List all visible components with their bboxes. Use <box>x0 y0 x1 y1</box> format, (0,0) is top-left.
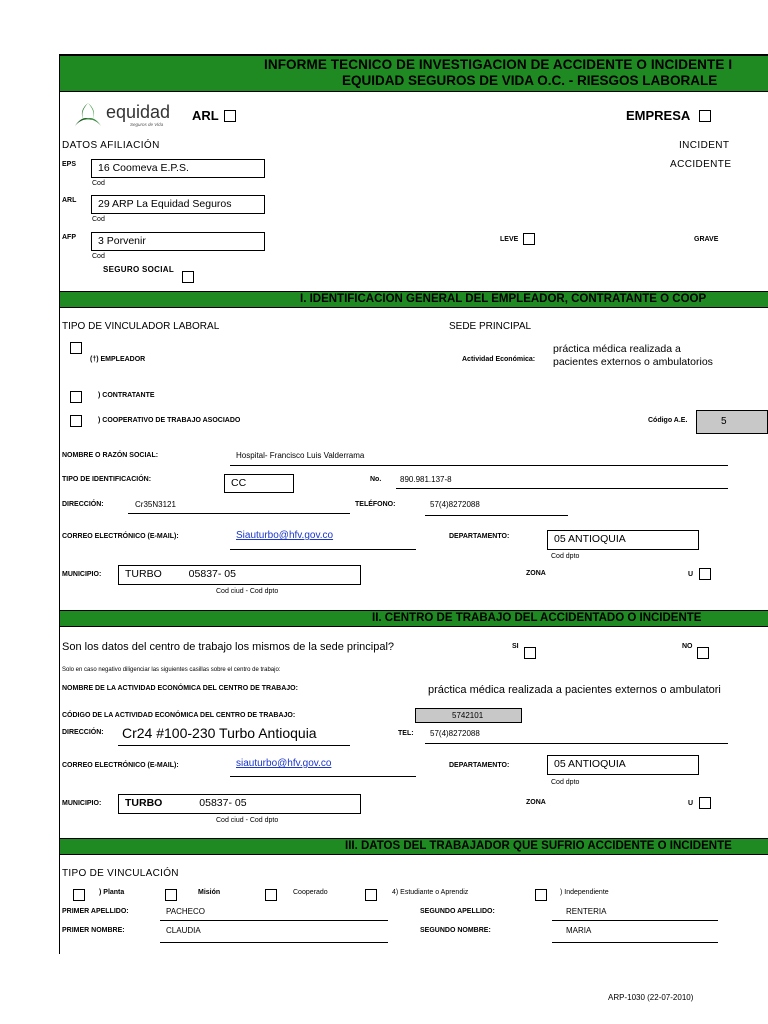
direccion-underline <box>128 513 350 514</box>
cod-dpto-caption: Cod dpto <box>551 553 580 560</box>
ct-municipio-label: MUNICIPIO: <box>62 800 102 807</box>
contratante-checkbox[interactable] <box>70 391 82 403</box>
zona-u-checkbox[interactable] <box>699 568 711 580</box>
ct-municipio-code: 05837- 05 <box>199 797 247 809</box>
segundo-apellido-value[interactable]: RENTERIA <box>566 907 607 916</box>
equidad-logo <box>72 100 182 132</box>
contratante-label: ) CONTRATANTE <box>98 392 155 399</box>
cooperativo-label: ) COOPERATIVO DE TRABAJO ASOCIADO <box>98 417 241 424</box>
eps-field[interactable]: 16 Coomeva E.P.S. <box>91 159 265 178</box>
telefono-underline <box>425 515 568 516</box>
afp-cod-caption: Cod <box>92 253 105 260</box>
planta-checkbox[interactable] <box>73 889 85 901</box>
estudiante-label: 4) Estudiante o Aprendiz <box>392 889 469 896</box>
codigo-ae-field[interactable]: 5 <box>696 410 768 434</box>
arl-field[interactable]: 29 ARP La Equidad Seguros <box>91 195 265 214</box>
form-code: ARP-1030 (22-07-2010) <box>608 993 694 1002</box>
ct-direccion-label: DIRECCIÓN: <box>62 729 104 736</box>
telefono-label: TELÉFONO: <box>355 501 396 508</box>
mision-label: Misión <box>198 889 221 896</box>
ct-actividad-label: NOMBRE DE LA ACTIVIDAD ECONÓMICA DEL CENTRO DE TRABAJO: <box>62 685 298 692</box>
arl-header-label: ARL <box>192 108 219 123</box>
ct-correo-label: CORREO ELECTRÓNICO (E-MAIL): <box>62 762 179 769</box>
leve-label: LEVE <box>500 236 519 243</box>
ct-direccion-value[interactable]: Cr24 #100-230 Turbo Antioquia <box>122 725 317 741</box>
segundo-apellido-underline <box>552 920 718 921</box>
ct-codigo-field[interactable]: 5742101 <box>415 708 522 723</box>
equidad-logo-icon <box>72 100 104 132</box>
ct-cod-ciud-caption: Cod ciud - Cod dpto <box>216 817 279 824</box>
si-checkbox[interactable] <box>524 647 536 659</box>
cooperado-checkbox[interactable] <box>265 889 277 901</box>
municipio-label: MUNICIPIO: <box>62 571 102 578</box>
tipo-id-field[interactable]: CC <box>224 474 294 493</box>
ct-departamento-field[interactable]: 05 ANTIOQUIA <box>547 755 699 775</box>
ct-zona-u-label: U <box>688 800 694 807</box>
estudiante-checkbox[interactable] <box>365 889 377 901</box>
grave-label: GRAVE <box>694 236 719 243</box>
id-number-label: No. <box>370 476 382 483</box>
segundo-apellido-label: SEGUNDO APELLIDO: <box>420 908 495 915</box>
empleador-checkbox[interactable] <box>70 342 82 354</box>
planta-label: ) Planta <box>99 889 125 896</box>
no-label: NO <box>682 643 693 650</box>
ct-municipio-name: TURBO <box>125 797 163 809</box>
mision-checkbox[interactable] <box>165 889 177 901</box>
ct-tel-value[interactable]: 57(4)8272088 <box>430 729 480 738</box>
municipio-name: TURBO <box>125 568 162 580</box>
eps-label: EPS <box>62 161 77 168</box>
section-2-title: II. CENTRO DE TRABAJO DEL ACCIDENTADO O INCIDENTE <box>372 612 702 624</box>
form-title-bar <box>60 55 768 92</box>
negative-note: Solo en caso negativo diligenciar las siguientes casillas sobre el centro de trabajo: <box>62 667 281 673</box>
tipo-id-label: TIPO DE IDENTIFICACIÓN: <box>62 476 152 483</box>
independiente-checkbox[interactable] <box>535 889 547 901</box>
logo-tagline: Seguros de Vida <box>130 122 164 127</box>
ct-cod-dpto-caption: Cod dpto <box>551 779 580 786</box>
primer-apellido-value[interactable]: PACHECO <box>166 907 205 916</box>
ct-zona-u-checkbox[interactable] <box>699 797 711 809</box>
accidente-label: ACCIDENTE <box>670 159 732 170</box>
empresa-checkbox[interactable] <box>699 110 711 122</box>
tipo-vinculador-heading: TIPO DE VINCULADOR LABORAL <box>62 321 220 332</box>
zona-u-label: U <box>688 571 694 578</box>
segundo-nombre-label: SEGUNDO NOMBRE: <box>420 927 491 934</box>
direccion-label: DIRECCIÓN: <box>62 501 104 508</box>
ct-tel-underline <box>425 743 728 744</box>
ct-correo-underline <box>230 776 416 777</box>
ct-departamento-label: DEPARTAMENTO: <box>449 762 510 769</box>
ct-tel-label: TEL: <box>398 730 414 737</box>
razon-social-value[interactable]: Hospital- Francisco Luis Valderrama <box>236 451 365 460</box>
same-data-question: Son los datos del centro de trabajo los mismos de la sede principal? <box>62 641 395 653</box>
primer-nombre-underline <box>160 942 388 943</box>
section-3-header <box>60 838 768 855</box>
telefono-value[interactable]: 57(4)8272088 <box>430 500 480 509</box>
logo-wordmark: equidad <box>106 102 171 122</box>
ct-direccion-underline <box>118 745 350 746</box>
primer-nombre-value[interactable]: CLAUDIA <box>166 926 201 935</box>
arl-checkbox[interactable] <box>224 110 236 122</box>
ct-zona-label: ZONA <box>526 799 546 806</box>
codigo-ae-label: Código A.E. <box>648 417 688 424</box>
eps-cod-caption: Cod <box>92 180 105 187</box>
id-number-underline <box>396 488 728 489</box>
correo-underline <box>230 549 416 550</box>
si-label: SI <box>512 643 519 650</box>
cooperativo-checkbox[interactable] <box>70 415 82 427</box>
leve-checkbox[interactable] <box>523 233 535 245</box>
cooperado-label: Cooperado <box>293 889 328 896</box>
departamento-field[interactable]: 05 ANTIOQUIA <box>547 530 699 550</box>
section-1-header <box>60 291 768 308</box>
empresa-header-label: EMPRESA <box>626 108 691 123</box>
datos-afiliacion-heading: DATOS AFILIACIÓN <box>62 140 160 151</box>
incidente-label: INCIDENT <box>679 140 730 151</box>
independiente-label: ) Independiente <box>560 889 609 896</box>
seguro-social-label: SEGURO SOCIAL <box>103 265 175 274</box>
arl-label: ARL <box>62 197 77 204</box>
no-checkbox[interactable] <box>697 647 709 659</box>
afp-field[interactable]: 3 Porvenir <box>91 232 265 251</box>
ct-correo-link[interactable]: siauturbo@hfv.gov.co <box>236 758 332 769</box>
section-1-title: I. IDENTIFICACION GENERAL DEL EMPLEADOR, CONTRATANTE O COOP <box>300 293 707 305</box>
ct-municipio-field[interactable] <box>118 794 361 814</box>
empleador-label: (†) EMPLEADOR <box>90 356 146 363</box>
seguro-social-checkbox[interactable] <box>182 271 194 283</box>
section-3-title: III. DATOS DEL TRABAJADOR QUE SUFRIO ACCIDENTE O INCIDENTE <box>345 840 732 852</box>
cod-ciud-caption: Cod ciud - Cod dpto <box>216 588 279 595</box>
form-title-line2: EQUIDAD SEGUROS DE VIDA O.C. - RIESGOS LABORALE <box>342 73 718 88</box>
primer-apellido-label: PRIMER APELLIDO: <box>62 908 129 915</box>
municipio-code: 05837- 05 <box>188 568 236 580</box>
segundo-nombre-value[interactable]: MARIA <box>566 926 592 935</box>
segundo-nombre-underline <box>552 942 718 943</box>
afp-label: AFP <box>62 234 76 241</box>
sede-principal-heading: SEDE PRINCIPAL <box>449 321 532 332</box>
id-number-value[interactable]: 890.981.137-8 <box>400 475 452 484</box>
correo-label: CORREO ELECTRÓNICO (E-MAIL): <box>62 533 179 540</box>
actividad-economica-value: práctica médica realizada a pacientes externos o ambulatorios <box>553 343 713 368</box>
actividad-economica-label: Actividad Económica: <box>462 356 536 363</box>
ct-codigo-label: CÓDIGO DE LA ACTIVIDAD ECONÓMICA DEL CENTRO DE TRABAJO: <box>62 712 296 719</box>
tipo-vinculacion-heading: TIPO DE VINCULACIÓN <box>62 868 179 879</box>
section-2-header <box>60 610 768 627</box>
razon-social-underline <box>230 465 728 466</box>
departamento-label: DEPARTAMENTO: <box>449 533 510 540</box>
razon-social-label: NOMBRE O RAZÓN SOCIAL: <box>62 452 159 459</box>
correo-link[interactable]: Siauturbo@hfv.gov.co <box>236 530 334 541</box>
municipio-field[interactable] <box>118 565 361 585</box>
arl-cod-caption: Cod <box>92 216 105 223</box>
form-title-line1: INFORME TECNICO DE INVESTIGACION DE ACCIDENTE O INCIDENTE I <box>264 57 733 72</box>
ct-actividad-value[interactable]: práctica médica realizada a pacientes externos o ambulatori <box>428 684 721 696</box>
zona-label: ZONA <box>526 570 546 577</box>
primer-apellido-underline <box>160 920 388 921</box>
primer-nombre-label: PRIMER NOMBRE: <box>62 927 125 934</box>
direccion-value[interactable]: Cr35N3121 <box>135 500 176 509</box>
